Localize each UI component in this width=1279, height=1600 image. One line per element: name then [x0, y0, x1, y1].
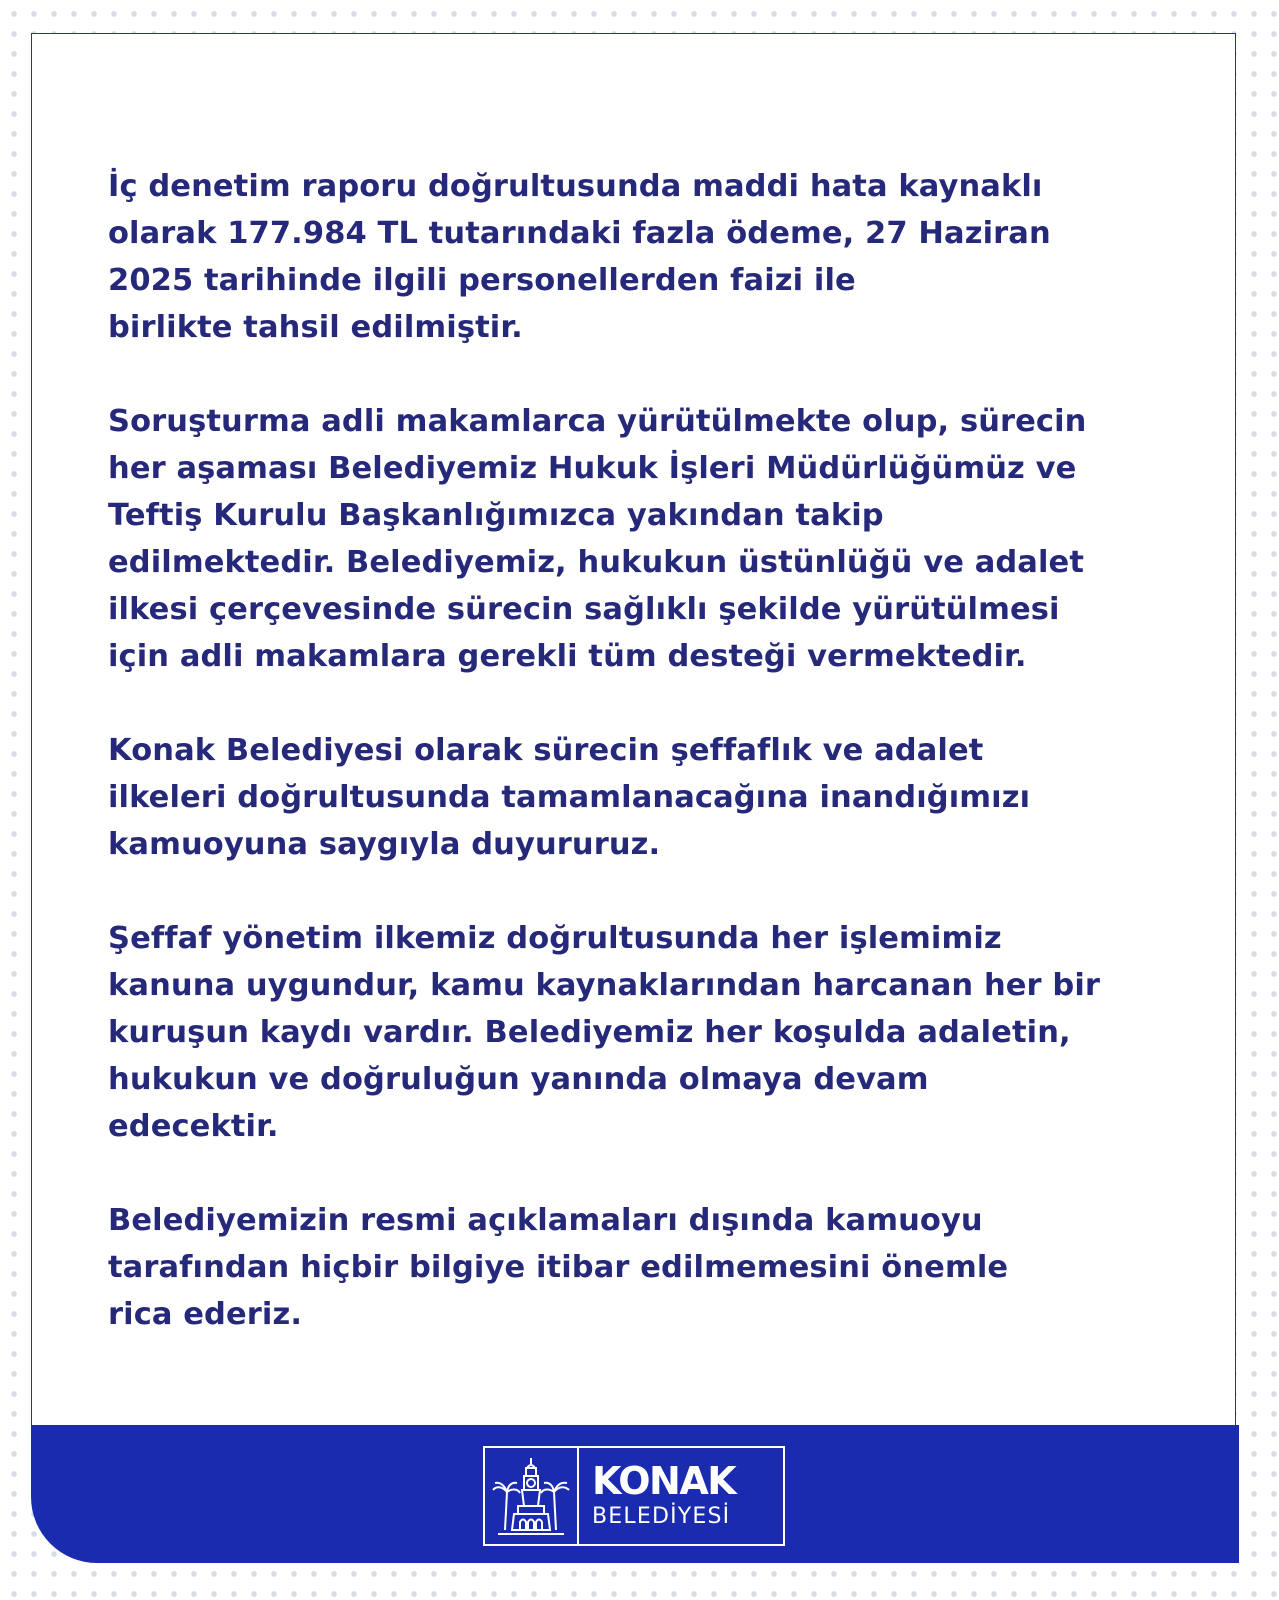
- paragraph-1: İç denetim raporu doğrultusunda maddi hata kaynaklı olarak 177.984 TL tutarındaki fazla ödeme, 27 Haziran 2025 tarihinde ilgili personellerden faizi ile birlikte tahsil edilmiştir.: [108, 169, 1051, 345]
- paragraph-5: Belediyemizin resmi açıklamaları dışında kamuoyu tarafından hiçbir bilgiye itibar edilmemesini önemle rica ederiz.: [108, 1203, 1009, 1332]
- statement-body: [108, 163, 1188, 1385]
- clock-tower-palm-icon: [485, 1448, 579, 1544]
- paragraph-2: Soruşturma adli makamlarca yürütülmekte olup, sürecin her aşaması Belediyemiz Hukuk İşleri Müdürlüğümüz ve Teftiş Kurulu Başkanlığımızca yakından takip edilmektedir. Belediyemiz, hukukun üstünlüğü ve adalet ilkesi çerçevesinde sürecin sağlıklı şekilde yürütülmesi için adli makamlara gerekli tüm desteği vermektedir.: [108, 404, 1087, 674]
- paragraph-3: Konak Belediyesi olarak sürecin şeffaflık ve adalet ilkeleri doğrultusunda tamamlanacağına inandığımızı kamuoyuna saygıyla duyururuz.: [108, 733, 1031, 862]
- logo-subtitle: BELEDİYESİ: [592, 1504, 731, 1529]
- paragraph-4: Şeffaf yönetim ilkemiz doğrultusunda her işlemimiz kanuna uygundur, kamu kaynaklarından harcanan her bir kuruşun kaydı vardır. Belediyemiz her koşulda adaletin, hukukun ve doğruluğun yanında olmaya devam edecektir.: [108, 921, 1101, 1144]
- logo-name: KONAK: [592, 1459, 736, 1503]
- konak-belediyesi-logo: [483, 1446, 785, 1546]
- logo-wordmark: [579, 1448, 783, 1544]
